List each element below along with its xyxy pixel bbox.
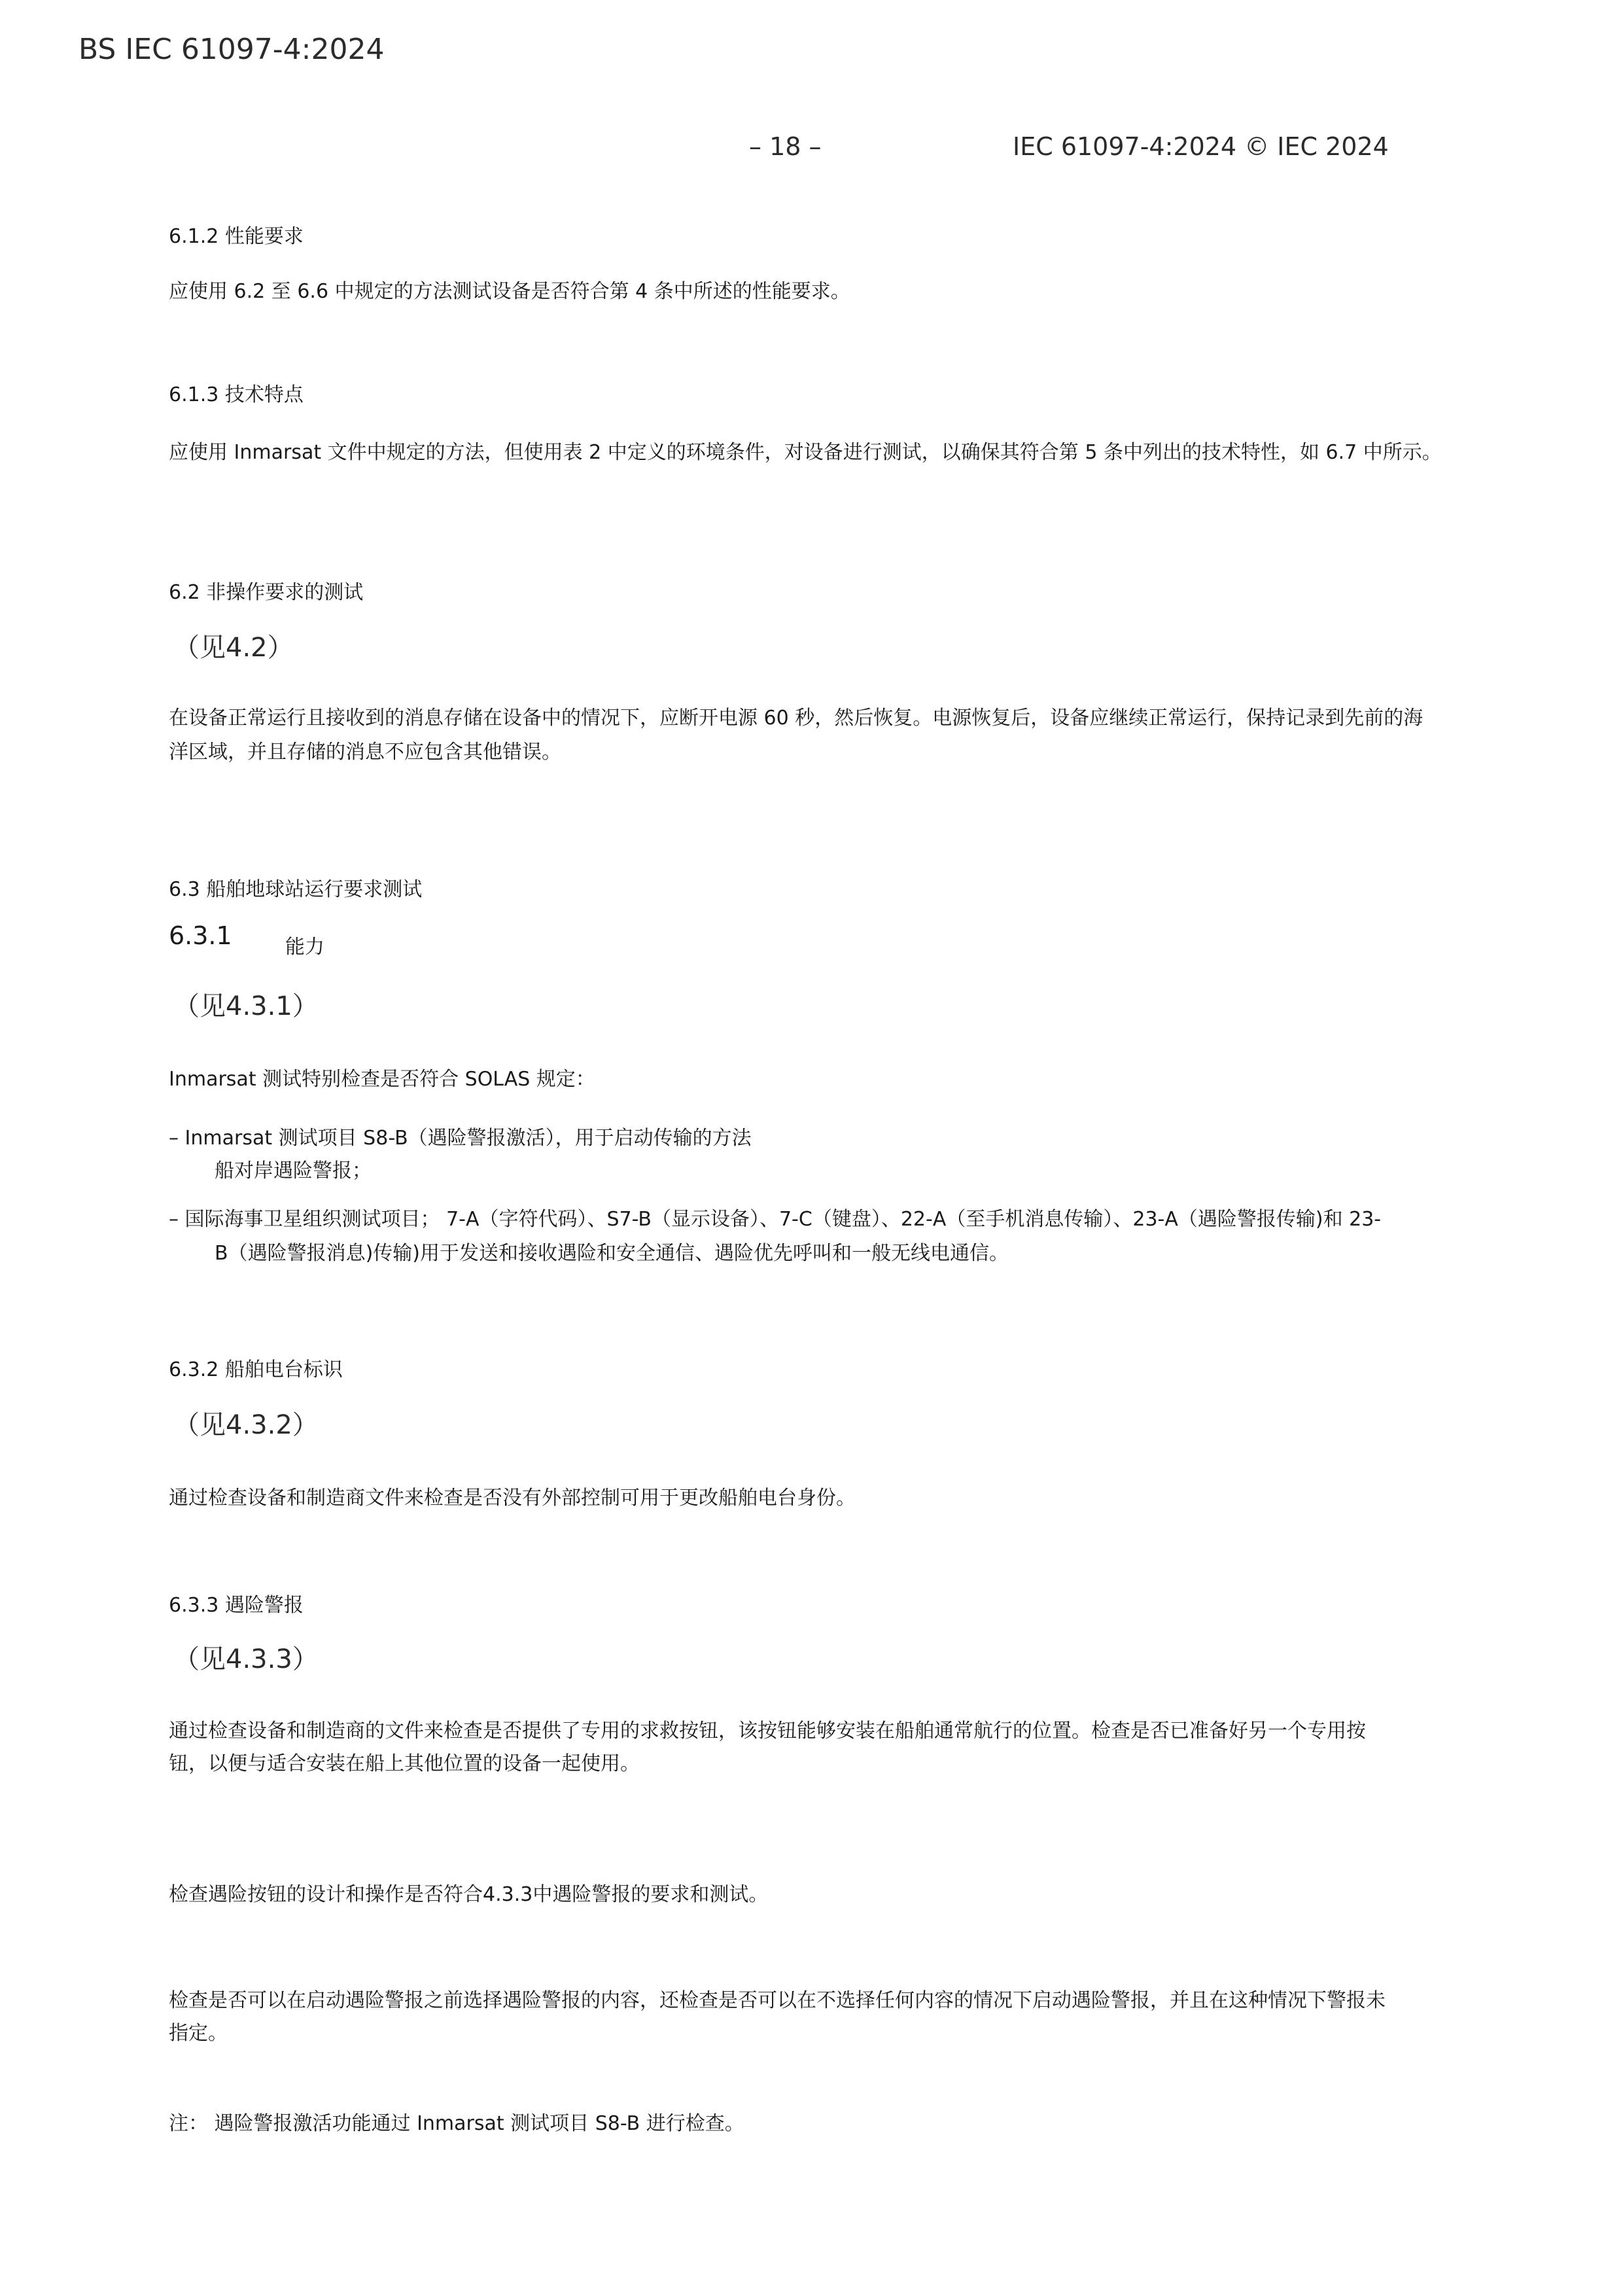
section-6-3-1-title: 能力 [285,936,324,959]
section-6-3-2-heading: 6.3.2 船舶电台标识 [169,1358,343,1381]
section-6-3-1-intro: Inmarsat 测试特别检查是否符合 SOLAS 规定： [169,1068,595,1091]
section-6-3-3-para-3-line-1: 检查是否可以在启动遇险警报之前选择遇险警报的内容，还检查是否可以在不选择任何内容的情况下启动遇险警报，并且在这种情况下警报未 [169,1989,1386,2012]
section-6-3-3-para-3-line-2: 指定。 [169,2022,228,2045]
section-6-3-3-heading: 6.3.3 遇险警报 [169,1594,304,1617]
bullet-1-line-1: – Inmarsat 测试项目 S8-B（遇险警报激活），用于启动传输的方法 [169,1127,752,1150]
page-number: – 18 – [749,132,822,161]
section-6-2-body-line-1: 在设备正常运行且接收到的消息存储在设备中的情况下，应断开电源 60 秒，然后恢复。电源恢复后，设备应继续正常运行，保持记录到先前的海 [169,707,1423,730]
section-6-3-heading: 6.3 船舶地球站运行要求测试 [169,878,423,901]
bullet-2-line-2: B（遇险警报消息)传输)用于发送和接收遇险和安全通信、遇险优先呼叫和一般无线电通信。 [215,1242,1009,1265]
section-6-3-3-para-2: 检查遇险按钮的设计和操作是否符合4.3.3中遇险警报的要求和测试。 [169,1883,769,1906]
section-6-3-2-reference: （见4.3.2） [173,1410,319,1440]
document-id: BS IEC 61097-4:2024 [79,33,385,66]
section-6-3-2-body: 通过检查设备和制造商文件来检查是否没有外部控制可用于更改船舶电台身份。 [169,1487,856,1510]
section-6-1-2-body: 应使用 6.2 至 6.6 中规定的方法测试设备是否符合第 4 条中所述的性能要求。 [169,280,850,303]
bullet-2-line-1: – 国际海事卫星组织测试项目； 7-A（字符代码）、S7-B（显示设备）、7-C（键盘）、22-A（至手机消息传输）、23-A（遇险警报传输)和 23- [169,1208,1382,1231]
section-6-1-2-heading: 6.1.2 性能要求 [169,225,304,248]
copyright-notice: IEC 61097-4:2024 © IEC 2024 [1013,132,1389,161]
section-6-3-3-para-1-line-1: 通过检查设备和制造商的文件来检查是否提供了专用的求救按钮，该按钮能够安装在船舶通常航行的位置。检查是否已准备好另一个专用按 [169,1720,1366,1742]
section-6-3-3-para-1-line-2: 钮，以便与适合安装在船上其他位置的设备一起使用。 [169,1752,640,1775]
bullet-1-line-2: 船对岸遇险警报； [215,1159,372,1182]
section-6-2-heading: 6.2 非操作要求的测试 [169,581,364,604]
section-6-1-3-body: 应使用 Inmarsat 文件中规定的方法，但使用表 2 中定义的环境条件，对设备进行测试，以确保其符合第 5 条中列出的技术特性，如 6.7 中所示。 [169,441,1442,464]
section-6-3-3-reference: （见4.3.3） [173,1644,319,1674]
section-6-3-1-number: 6.3.1 [169,921,232,950]
section-6-2-body-line-2: 洋区域，并且存储的消息不应包含其他错误。 [169,741,561,764]
section-6-1-3-heading: 6.1.3 技术特点 [169,383,304,406]
section-6-3-3-note: 注： 遇险警报激活功能通过 Inmarsat 测试项目 S8-B 进行检查。 [169,2112,744,2135]
section-6-2-reference: （见4.2） [173,633,294,663]
section-6-3-1-reference: （见4.3.1） [173,991,319,1021]
